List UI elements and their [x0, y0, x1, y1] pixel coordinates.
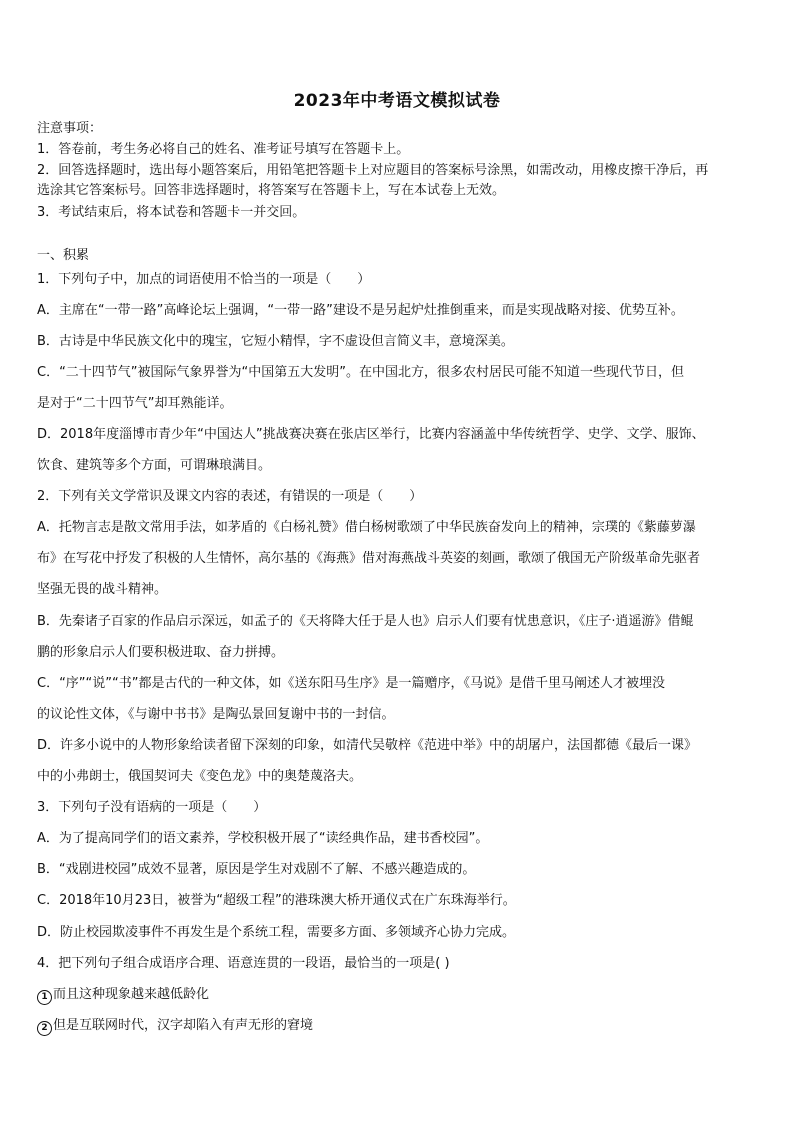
q1-option-c-cont: 是对于“二十四节气”却耳熟能详。	[37, 396, 233, 411]
q4-stem: 4．把下列句子组合成语序合理、语意连贯的一段语，最恰当的一项是( )	[37, 956, 450, 971]
q3-option-c: C．2018年10月23日，被誉为“超级工程”的港珠澳大桥开通仪式在广东珠海举行。	[37, 893, 516, 908]
circled-number-2: 2	[37, 1021, 52, 1036]
notice-item-2: 2．回答选择题时，选出每小题答案后，用铅笔把答题卡上对应题目的答案标号涂黑，如需改动，用橡皮擦干净后，再	[37, 163, 709, 178]
q2-option-d-cont: 中的小弗朗士，俄国契诃夫《变色龙》中的奥楚蔑洛夫。	[37, 769, 363, 784]
q2-option-c-cont: 的议论性文体，《与谢中书书》是陶弘景回复谢中书的一封信。	[37, 707, 395, 722]
q1-option-d-cont: 饮食、建筑等多个方面，可谓琳琅满目。	[37, 458, 272, 473]
page-title: 2023年中考语文模拟试卷	[293, 91, 501, 111]
q2-option-a-cont2: 坚强无畏的战斗精神。	[37, 582, 168, 597]
notice-item-1: 1．答卷前，考生务必将自己的姓名、准考证号填写在答题卡上。	[37, 142, 410, 157]
q2-option-c: C．“序”“说”“书”都是古代的一种文体，如《送东阳马生序》是一篇赠序，《马说》是借千里马阐述人才被埋没	[37, 676, 665, 691]
notice-item-2-cont: 选涂其它答案标号。回答非选择题时，将答案写在答题卡上，写在本试卷上无效。	[37, 183, 506, 198]
section-heading: 一、积累	[37, 248, 90, 263]
q4-item-2-text: 但是互联网时代，汉字却陷入有声无形的窘境	[53, 1018, 314, 1033]
notice-item-3: 3．考试结束后，将本试卷和答题卡一并交回。	[37, 205, 306, 220]
q2-option-b-cont: 鹏的形象启示人们要积极进取、奋力拼搏。	[37, 645, 285, 660]
q4-item-2	[37, 1017, 759, 1036]
q1-option-a: A．主席在“一带一路”高峰论坛上强调，“一带一路”建设不是另起炉灶推倒重来，而是实现战略对接、优势互补。	[37, 303, 684, 318]
q3-option-d: D．防止校园欺凌事件不再发生是个系统工程，需要多方面、多领域齐心协力完成。	[37, 925, 516, 940]
circled-number-1: 1	[37, 990, 52, 1005]
q3-stem: 3．下列句子没有语病的一项是（ ）	[37, 800, 267, 815]
q2-stem: 2．下列有关文学常识及课文内容的表述，有错误的一项是（ ）	[37, 489, 423, 504]
q3-option-a: A．为了提高同学们的语文素养，学校积极开展了“读经典作品，建书香校园”。	[37, 831, 489, 846]
q2-option-a-cont: 布》在写花中抒发了积极的人生情怀，高尔基的《海燕》借对海燕战斗英姿的刻画，歌颂了俄国无产阶级革命先驱者	[37, 551, 701, 566]
q4-item-1-text: 而且这种现象越来越低龄化	[53, 987, 210, 1002]
q2-option-b: B．先秦诸子百家的作品启示深远，如孟子的《天将降大任于是人也》启示人们要有忧患意识，《庄子·逍遥游》借鲲	[37, 614, 694, 629]
notice-heading: 注意事项：	[37, 121, 103, 136]
q1-option-c: C．“二十四节气”被国际气象界誉为“中国第五大发明”。在中国北方，很多农村居民可能不知道一些现代节日，但	[37, 365, 685, 380]
q3-option-b: B．“戏剧进校园”成效不显著，原因是学生对戏剧不了解、不感兴趣造成的。	[37, 862, 476, 877]
q1-stem: 1．下列句子中，加点的词语使用不恰当的一项是（ ）	[37, 272, 371, 287]
q1-option-d: D．2018年度淄博市青少年“中国达人”挑战赛决赛在张店区举行，比赛内容涵盖中华传统哲学、史学、文学、服饰、	[37, 427, 705, 442]
q2-option-d: D．许多小说中的人物形象给读者留下深刻的印象，如清代吴敬梓《范进中举》中的胡屠户，法国都德《最后一课》	[37, 738, 698, 753]
q2-option-a: A．托物言志是散文常用手法，如茅盾的《白杨礼赞》借白杨树歌颂了中华民族奋发向上的精神，宗璞的《紫藤萝瀑	[37, 520, 696, 535]
q1-option-b: B．古诗是中华民族文化中的瑰宝，它短小精悍，字不虚设但言简义丰，意境深美。	[37, 334, 514, 349]
q4-item-1	[37, 986, 759, 1005]
